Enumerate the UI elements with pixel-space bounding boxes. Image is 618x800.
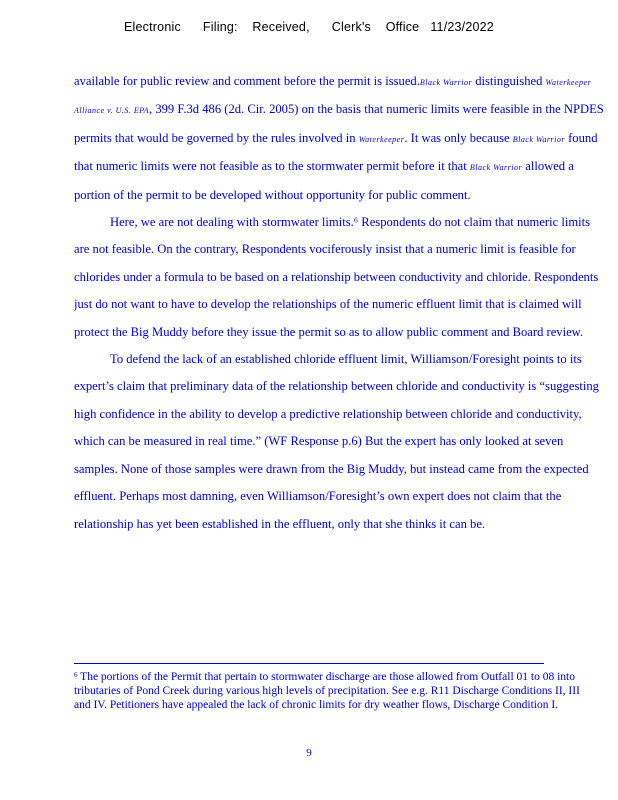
case-citation: Black Warrior xyxy=(419,78,473,87)
paragraph-expert-claim xyxy=(74,346,604,538)
document-body xyxy=(74,68,604,538)
footnote-marker: 6 xyxy=(74,671,78,679)
footnote-divider xyxy=(74,663,544,664)
text-run: available for public review and comment before the permit is issued. xyxy=(74,74,420,88)
case-citation: Waterkeeper xyxy=(358,134,405,144)
case-citation: Black Warrior xyxy=(469,163,523,173)
text-run: allowed a portion of the permit to be developed without opportunity for public comment. xyxy=(74,159,574,202)
case-citation: Waterkeeper Alliance v. U.S. EPA xyxy=(74,78,592,116)
footnote-text: The portions of the Permit that pertain to stormwater discharge are those allowed from Outfall 01 to 08 into tributaries of Pond Creek during various high levels of precipitation. See e.g. R11 Discharge Conditions II, III and IV. Petitioners have appealed the lack of chronic limits for dry weather flows, Discharge Condition I. xyxy=(74,671,580,711)
paragraph-stormwater-limits xyxy=(74,209,604,346)
case-citation: Black Warrior xyxy=(512,134,565,144)
text-run: found that numeric limits were not feasible as to the stormwater permit before it that xyxy=(74,130,598,174)
page-number: 9 xyxy=(306,747,312,759)
footnote xyxy=(74,668,594,712)
text-run: Here, we are not dealing with stormwater limits.⁶ Respondents do not claim that numeric limits are not feasible. On the contrary, Respondents vociferously insist that a numeric limit is feasible for chlorides under a formula to be based on a relationship between conductivity and chloride. Respondents just do not want to have to develop the relationships of the numeric effluent limit that is claimed will protect the Big Muddy before they issue the permit so as to allow public comment and Board review. xyxy=(74,215,599,339)
text-run: To defend the lack of an established chloride effluent limit, Williamson/Foresight points to its expert’s claim that preliminary data of the relationship between chloride and conductivity is “suggesting high confidence in the ability to develop a predictive relationship between chloride and conductivity, which can be measured in real time.” (WF Response p.6) But the expert has only looked at seven samples. None of those samples were drawn from the Big Muddy, but instead came from the expected effluent. Perhaps most damning, even Williamson/Foresight’s own expert does not claim that the relationship has yet been established in the effluent, only that she thinks it can be. xyxy=(74,352,599,531)
text-run: . It was only because xyxy=(404,130,513,145)
text-run: , 399 F.3d 486 (2d. Cir. 2005) on the basis that numeric limits were feasible in the NPDES permits that would be governed by the rules involved in xyxy=(74,102,604,145)
paragraph-black-warrior xyxy=(74,68,604,209)
text-run: distinguished xyxy=(472,74,546,88)
efiling-header: Electronic Filing: Received, Clerk's Office 11/23/2022 xyxy=(124,20,494,34)
